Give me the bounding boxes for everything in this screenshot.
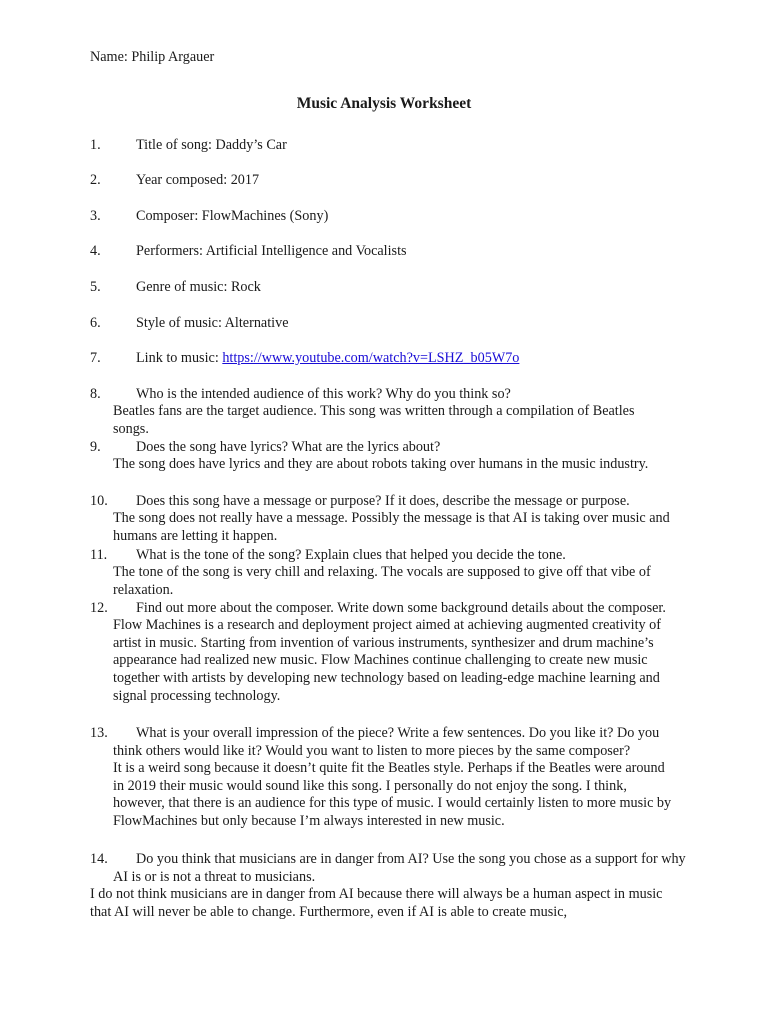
answer-text: The song does not really have a message. Possibly the message is that AI is taking over music and humans are letting it happen. bbox=[113, 510, 670, 544]
question-text: What is the tone of the song? Explain clues that helped you decide the tone. bbox=[136, 547, 566, 563]
item-number: 10. bbox=[90, 493, 108, 509]
answer-text: The tone of the song is very chill and relaxing. The vocals are supposed to give off that vibe of relaxation. bbox=[113, 564, 651, 598]
item-text: Genre of music: Rock bbox=[136, 279, 261, 295]
answer-text: The song does have lyrics and they are about robots taking over humans in the music industry. bbox=[113, 456, 649, 472]
question-text: Who is the intended audience of this work? Why do you think so? bbox=[136, 386, 511, 402]
answer-text: It is a weird song because it doesn’t quite fit the Beatles style. Perhaps if the Beatles were around in 2019 their music would sound like this song. I personally do not enjoy the song. I think, however, that there is an audience for this type of music. I would certainly listen to more music by FlowMachines but only because I’m always interested in new music. bbox=[113, 760, 672, 830]
item-number: 9. bbox=[90, 439, 101, 455]
item-number: 8. bbox=[90, 386, 101, 402]
item-number: 13. bbox=[90, 725, 108, 741]
question-item bbox=[90, 724, 690, 831]
link-label: Link to music: bbox=[136, 350, 223, 366]
item-text: Title of song: Daddy’s Car bbox=[136, 137, 287, 153]
student-name: Name: Philip Argauer bbox=[90, 49, 215, 65]
question-item bbox=[90, 492, 690, 545]
item-number: 1. bbox=[90, 137, 101, 153]
question-item bbox=[90, 546, 690, 599]
item-number: 4. bbox=[90, 243, 101, 259]
question-item bbox=[90, 438, 690, 474]
question-text: What is your overall impression of the piece? Write a few sentences. Do you like it? Do you think others would like it? Would you want to listen to more pieces by the same composer? bbox=[113, 725, 660, 759]
item-number: 12. bbox=[90, 600, 108, 616]
item-number: 11. bbox=[90, 547, 108, 563]
question-item bbox=[90, 599, 690, 706]
item-number: 14. bbox=[90, 851, 108, 867]
item-number: 6. bbox=[90, 315, 101, 331]
item-number: 5. bbox=[90, 279, 101, 295]
answer-text: Flow Machines is a research and deployment project aimed at achieving augmented creativity of artist in music. Starting from invention of various instruments, synthesizer and drum machine’s appearance had realized new music. Flow Machines continue challenging to create new music together with artists by developing new technology based on leading-edge machine learning and signal processing technology. bbox=[113, 617, 661, 704]
final-paragraph: I do not think musicians are in danger from AI because there will always be a human aspect in music that AI will never be able to change. Furthermore, even if AI is able to create music, bbox=[90, 886, 663, 920]
question-text: Does this song have a message or purpose? If it does, describe the message or purpose. bbox=[136, 493, 630, 509]
question-item bbox=[90, 385, 690, 438]
page-title: Music Analysis Worksheet bbox=[296, 95, 472, 112]
question-text: Find out more about the composer. Write down some background details about the composer. bbox=[136, 600, 666, 616]
item-text: Style of music: Alternative bbox=[136, 315, 289, 331]
item-text: Composer: FlowMachines (Sony) bbox=[136, 208, 329, 224]
music-link[interactable]: https://www.youtube.com/watch?v=LSHZ_b05W7o bbox=[222, 350, 520, 366]
item-text: Year composed: 2017 bbox=[136, 172, 260, 188]
item-text: Performers: Artificial Intelligence and Vocalists bbox=[136, 243, 407, 259]
item-text bbox=[136, 349, 519, 367]
answer-text: Beatles fans are the target audience. This song was written through a compilation of Beatles songs. bbox=[113, 403, 635, 437]
item-number: 3. bbox=[90, 208, 101, 224]
item-number: 7. bbox=[90, 350, 101, 366]
question-text: Do you think that musicians are in danger from AI? Use the song you chose as a support for why AI is or is not a threat to musicians. bbox=[113, 851, 686, 885]
question-text: Does the song have lyrics? What are the lyrics about? bbox=[136, 439, 441, 455]
question-item bbox=[90, 850, 690, 886]
item-number: 2. bbox=[90, 172, 101, 188]
